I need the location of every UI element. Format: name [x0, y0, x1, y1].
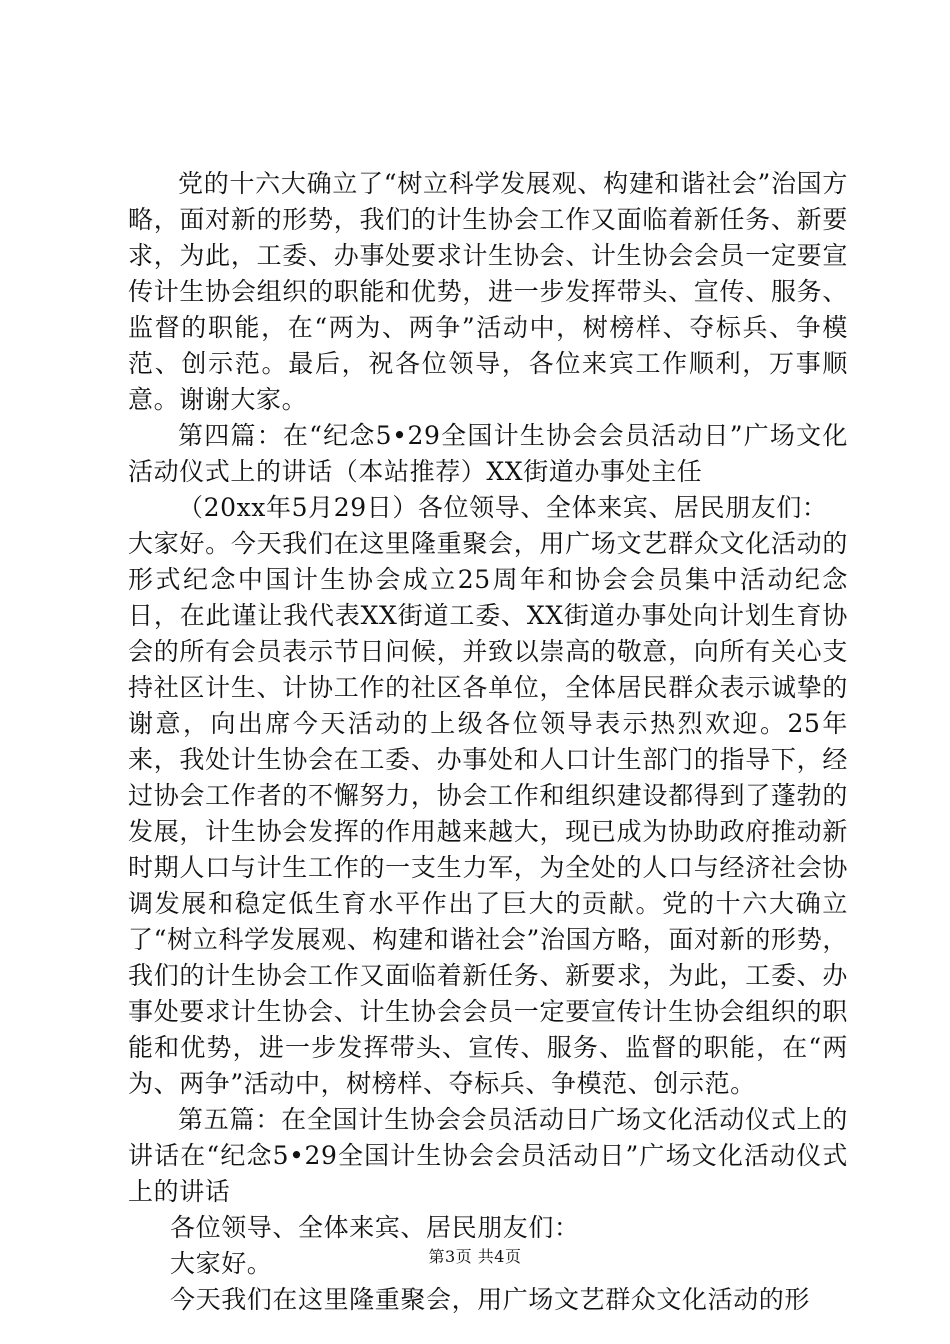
paragraph-1: 党的十六大确立了“树立科学发展观、构建和谐社会”治国方略，面对新的形势，我们的计生协会工作又面临着新任务、新要求，为此，工委、办事处要求计生协会、计生协会会员一定要宣传计生协会组织的职能和优势，进一步发挥带头、宣传、服务、监督的职能，在“两为、两争”活动中，树榜样、夺标兵、争模范、创示范。最后，祝各位领导，各位来宾工作顺利，万事顺意。谢谢大家。	[128, 169, 848, 414]
document-body	[128, 166, 848, 1318]
page-number-footer: 第3页 共4页	[428, 1247, 522, 1266]
paragraph-salutation: 各位领导、全体来宾、居民朋友们：	[170, 1213, 580, 1242]
paragraph-greeting: 大家好。	[170, 1249, 273, 1278]
paragraph-heading-5: 第五篇：在全国计生协会会员活动日广场文化活动仪式上的讲话在“纪念5•29全国计生协会会员活动日”广场文化活动仪式上的讲话	[128, 1105, 848, 1206]
paragraph-opening: 今天我们在这里隆重聚会，用广场文艺群众文化活动的形	[170, 1285, 811, 1314]
paragraph-speech-body: 大家好。今天我们在这里隆重聚会，用广场文艺群众文化活动的形式纪念中国计生协会成立25周年和协会会员集中活动纪念日，在此谨让我代表XX街道工委、XX街道办事处向计划生育协会的所有会员表示节日问候，并致以崇高的敬意，向所有关心支持社区计生、计协工作的社区各单位，全体居民群众表示诚挚的谢意，向出席今天活动的上级各位领导表示热烈欢迎。25年来，我处计生协会在工委、办事处和人口计生部门的指导下，经过协会工作者的不懈努力，协会工作和组织建设都得到了蓬勃的发展，计生协会发挥的作用越来越大，现已成为协助政府推动新时期人口与计生工作的一支生力军，为全处的人口与经济社会协调发展和稳定低生育水平作出了巨大的贡献。党的十六大确立了“树立科学发展观、构建和谐社会”治国方略，面对新的形势，我们的计生协会工作又面临着新任务、新要求，为此，工委、办事处要求计生协会、计生协会会员一定要宣传计生协会组织的职能和优势，进一步发挥带头、宣传、服务、监督的职能，在“两为、两争”活动中，树榜样、夺标兵、争模范、创示范。	[128, 529, 848, 1098]
paragraph-heading-4: 第四篇：在“纪念5•29全国计生协会会员活动日”广场文化活动仪式上的讲话（本站推荐）XX街道办事处主任	[128, 421, 848, 486]
paragraph-date-line: （20xx年5月29日）各位领导、全体来宾、居民朋友们：	[178, 493, 828, 522]
